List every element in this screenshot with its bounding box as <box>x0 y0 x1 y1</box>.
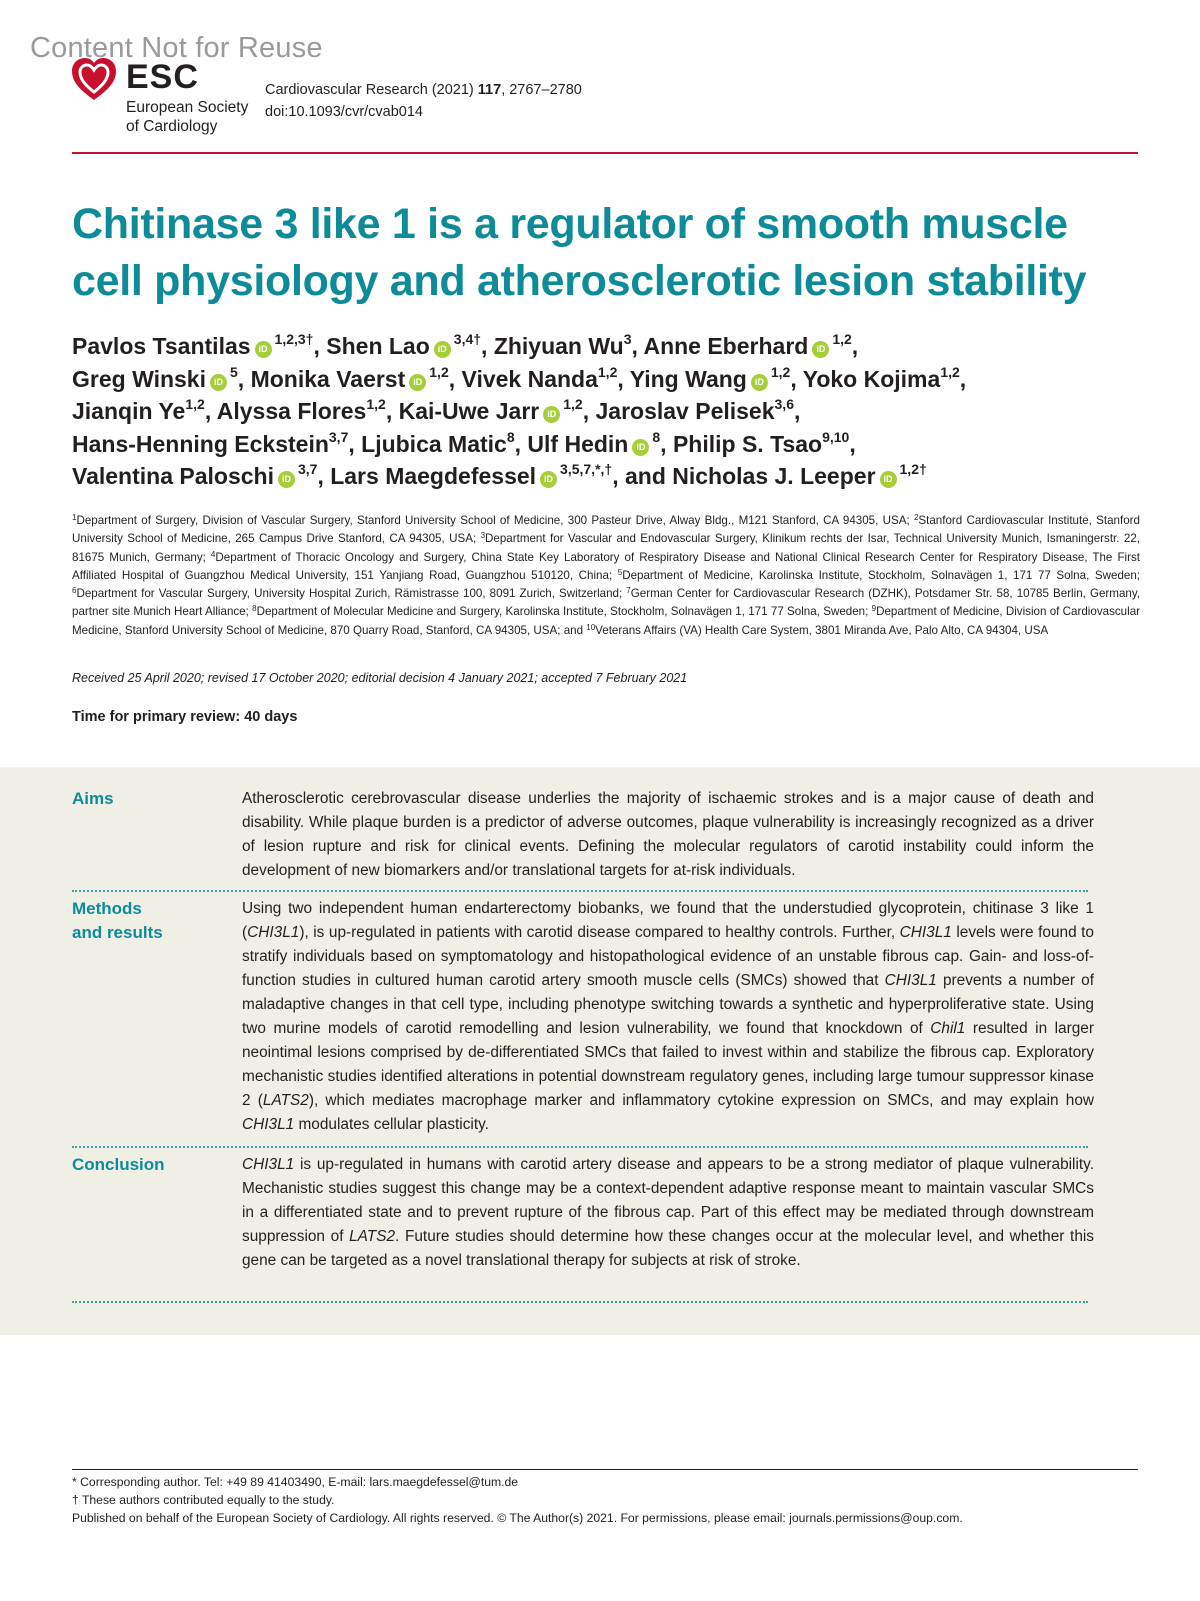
author-name: Kai-Uwe Jarr <box>398 398 540 424</box>
corresponding-author-note: * Corresponding author. Tel: +49 89 41403490, E-mail: lars.maegdefessel@tum.de <box>72 1475 519 1489</box>
author-name: Greg Winski <box>72 365 206 392</box>
gene-name: LATS2 <box>349 1228 396 1245</box>
logo-line-2: of Cardiology <box>126 118 218 135</box>
structured-abstract <box>0 767 1200 1335</box>
orcid-icon[interactable]: iD <box>751 374 768 391</box>
author-name: Ulf Hedin <box>527 430 629 457</box>
affiliation-text: German Center for Cardiovascular Research (DZHK), Potsdamer Str. 58, 10785 Berlin, Germany, partner site Munich Heart Alliance; <box>72 587 1140 619</box>
author-name: Alyssa Flores <box>216 398 367 424</box>
orcid-icon[interactable]: iD <box>880 471 897 488</box>
doi-link[interactable]: doi:10.1093/cvr/cvab014 <box>265 104 423 120</box>
author-name: Pavlos Tsantilas <box>72 333 251 359</box>
publisher-note: Published on behalf of the European Society of Cardiology. All rights reserved. © The Author(s) 2021. For permissions, please email: journals.permissions@oup.com. <box>72 1511 963 1525</box>
author-affiliation-marks: 1,2 <box>832 331 852 347</box>
author-name: Hans-Henning Eckstein <box>72 430 329 457</box>
affiliation-number: 9 <box>871 604 877 614</box>
author-name: Nicholas J. Leeper <box>672 463 876 489</box>
author-name: Philip S. Tsao <box>672 430 823 457</box>
affiliation-text: Department of Thoracic Oncology and Surgery, China State Key Laboratory of Respiratory Disease and National Clinical Research Center for Respiratory Disease, The First Affiliated Hospital of Guangzhou Medical University, 151 Yanjiang Road, Guangzhou 510120, China; <box>72 550 1140 582</box>
author-affiliation-marks: 9,10 <box>822 428 850 445</box>
author-affiliation-marks: 1,2 <box>366 396 386 412</box>
author-affiliation-marks: 1,2,3† <box>274 331 314 347</box>
affiliation-text: Department for Vascular and Endovascular Surgery, Klinikum rechts der Isar, Technical University Munich, Ismaningerstr. 22, 81675 Munich, Germany; <box>72 532 1140 564</box>
author-affiliation-marks: 8 <box>506 428 515 445</box>
author-affiliation-marks: 1,2 <box>940 363 960 380</box>
orcid-icon[interactable]: iD <box>540 471 557 488</box>
author-name: Valentina Paloschi <box>72 463 274 489</box>
orcid-icon[interactable]: iD <box>632 439 649 456</box>
orcid-icon[interactable]: iD <box>434 341 451 358</box>
affiliations <box>72 512 1140 640</box>
author-name: Jianqin Ye <box>72 398 186 424</box>
author-name: Yoko Kojima <box>802 365 941 392</box>
aims-text: Atherosclerotic cerebrovascular disease underlies the majority of ischaemic strokes and is a major cause of death and disability. While plaque burden is a predictor of adverse outcomes, plaque vulnerability is increasingly recognized as a driver of lesion rupture and risk for clinical events. Defining the molecular regulators of carotid instability could inform the development of new biomarkers and/or translational targets for at-risk individuals. <box>242 790 1094 879</box>
footnotes <box>72 1473 1138 1527</box>
title-line-1: Chitinase 3 like 1 is a regulator of smooth muscle <box>72 200 1068 248</box>
header-divider <box>72 152 1138 154</box>
author-affiliation-marks: 3,6 <box>774 396 794 412</box>
journal-pages: , 2767–2780 <box>501 82 582 98</box>
orcid-icon[interactable]: iD <box>210 374 227 391</box>
affiliation-text: Department of Molecular Medicine and Surgery, Karolinska Institute, Stockholm, Solnavägen 1, 171 77 Solna, Sweden; <box>256 605 872 619</box>
logo-society-name <box>126 98 266 136</box>
orcid-icon[interactable]: iD <box>812 341 829 358</box>
author-affiliation-marks: 3,4† <box>453 331 482 347</box>
journal-name: Cardiovascular Research (2021) <box>265 82 474 98</box>
abstract-divider <box>72 890 1088 892</box>
methods-label-line-1: Methods <box>72 899 142 918</box>
equal-contribution-note: † These authors contributed equally to the study. <box>72 1493 335 1507</box>
abstract-divider <box>72 1301 1088 1303</box>
author-affiliation-marks: 5 <box>230 363 238 380</box>
watermark: Content Not for Reuse <box>30 32 323 64</box>
orcid-icon[interactable]: iD <box>543 406 560 423</box>
author-name: Jaroslav Pelisek <box>595 398 775 424</box>
affiliation-text: Department of Medicine, Division of Cardiovascular Medicine, Stanford University School of Medicine, 870 Quarry Road, Stanford, CA 94305, USA; and <box>72 605 1140 637</box>
review-time: Time for primary review: 40 days <box>72 709 298 725</box>
logo-line-1: European Society <box>126 99 249 116</box>
journal-citation <box>265 79 582 123</box>
affiliation-number: 6 <box>72 586 77 596</box>
gene-name: CHI3L1 <box>247 924 300 941</box>
footnote-divider <box>72 1469 1138 1470</box>
orcid-icon[interactable]: iD <box>409 374 426 391</box>
received-dates: Received 25 April 2020; revised 17 October 2020; editorial decision 4 January 2021; accepted 7 February 2021 <box>72 671 688 685</box>
author-affiliation-marks: 3,7 <box>328 428 349 445</box>
author-name: Zhiyuan Wu <box>493 333 624 359</box>
author-affiliation-marks: 3,5,7,*,† <box>560 461 613 477</box>
orcid-icon[interactable]: iD <box>278 471 295 488</box>
affiliation-text: Department for Vascular Surgery, University Hospital Zurich, Rämistrasse 100, 8091 Zurich, Switzerland; <box>76 587 627 601</box>
author-name: Monika Vaerst <box>250 365 406 392</box>
affiliation-number: 1 <box>72 513 77 522</box>
gene-name: CHI3L1 <box>242 1156 295 1173</box>
abstract-divider <box>72 1146 1088 1148</box>
gene-name: Chil1 <box>930 1020 966 1037</box>
author-name: Ljubica Matic <box>361 430 507 457</box>
methods-text: Using two independent human endarterectomy biobanks, we found that the understudied glycoprotein, chitinase 3 like 1 (CHI3L1), is up-regulated in patients with carotid disease compared to healthy controls. Further, CHI3L1 levels were found to stratify individuals based on symptomatology and histopathological evidence of an unstable fibrous cap. Gain- and loss-of-function studies in cultured human carotid artery smooth muscle cells (SMCs) showed that CHI3L1 prevents a number of maladaptive changes in that cell type, including phenotype switching towards a synthetic and hyperproliferative state. Using two murine models of carotid remodelling and lesion vulnerability, we found that knockdown of Chil1 resulted in larger neointimal lesions comprised by de-differentiated SMCs that failed to invest within and stabilize the fibrous cap. Exploratory mechanistic studies identified alterations in potential downstream regulatory genes, including large tumour suppressor kinase 2 (LATS2), which mediates macrophage marker and inflammatory cytokine expression on SMCs, and may explain how CHI3L1 modulates cellular plasticity. <box>242 900 1094 1133</box>
author-affiliation-marks: 1,2 <box>185 396 205 412</box>
author-name: Anne Eberhard <box>643 333 809 359</box>
aims-label: Aims <box>72 789 114 808</box>
logo-abbreviation: ESC <box>126 58 199 96</box>
author-affiliation-marks: 3 <box>623 331 632 347</box>
author-name: Shen Lao <box>326 333 430 359</box>
author-affiliation-marks: 1,2 <box>563 396 583 412</box>
author-affiliation-marks: 3,7 <box>297 461 318 477</box>
author-affiliation-marks: 1,2 <box>770 363 791 380</box>
affiliation-number: 3 <box>480 531 486 541</box>
conclusion-label: Conclusion <box>72 1155 165 1174</box>
journal-volume: 117 <box>477 82 502 98</box>
orcid-icon[interactable]: iD <box>255 341 272 358</box>
affiliation-number: 8 <box>252 604 257 614</box>
affiliation-number: 2 <box>913 513 919 522</box>
methods-label <box>72 897 222 945</box>
author-name: Ying Wang <box>629 365 747 392</box>
affiliation-number: 5 <box>617 567 623 577</box>
affiliation-text: Department of Medicine, Karolinska Institute, Stockholm, Solnavägen 1, 171 77 Solna, Sweden; <box>622 568 1141 582</box>
author-affiliation-marks: 1,2 <box>597 363 618 380</box>
author-name: Lars Maegdefessel <box>330 463 537 489</box>
gene-name: CHI3L1 <box>899 924 952 941</box>
affiliation-number: 7 <box>626 586 631 596</box>
article-title <box>72 196 1152 310</box>
author-name: Vivek Nanda <box>461 365 598 392</box>
conclusion-text: CHI3L1 is up-regulated in humans with carotid artery disease and appears to be a strong mediator of plaque vulnerability. Mechanistic studies suggest this change may be a context-dependent adaptive response meant to maintain vascular SMCs in a differentiated state and to prevent rupture of the fibrous cap. Part of this effect may be mediated through downstream suppression of LATS2. Future studies should determine how these changes occur at the molecular level, and whether this gene can be targeted as a novel translational therapy for subjects at risk of stroke. <box>242 1156 1094 1269</box>
methods-label-line-2: and results <box>72 923 163 942</box>
gene-name: CHI3L1 <box>242 1116 295 1133</box>
title-line-2: cell physiology and atherosclerotic lesion stability <box>72 257 1087 305</box>
author-list: Pavlos Tsantilas $iD^{1,2,3\dagger}$, Shen Lao $iD^{3,4\dagger}$, Zhiyuan Wu$^3$, Anne Eberhard iD$^{1,2}$, Greg Winski $iD^5$, Monika Vaerst iD$^{1,2}$, Vivek Nanda$^{1,2}$, Ying Wang iD$^{1,2}$, Yoko Kojima$^{1,2}$, Jianqin Ye$^{1,2}$, Alyssa Flores$^{1,2}$, Kai-Uwe Jarr iD$^{1,2}$, Jaroslav Pelisek$^{3,6}$, Hans-Henning Eckstein$^{3,7}$, Ljubica Matic$^8$, Ulf Hedin $iD^8$, Philip S. Tsao$^{9,10}$, Valentina Paloschi iD$^{3,7}$, Lars Maegdefessel $iD^{3,5,7,*,\dagger}$, and Nicholas J. Leeper $iD^{1,2\dagger}$ <box>72 331 967 489</box>
affiliation-text: Veterans Affairs (VA) Health Care System, 3801 Miranda Ave, Palo Alto, CA 94304, USA <box>595 623 1049 637</box>
gene-name: LATS2 <box>262 1092 309 1109</box>
affiliation-text: Stanford Cardiovascular Institute, Stanford University School of Medicine, 265 Campus Drive Stanford, CA 94305, USA; <box>72 514 1140 546</box>
esc-logo[interactable] <box>70 56 260 136</box>
affiliation-text: Department of Surgery, Division of Vascular Surgery, Stanford University School of Medicine, 300 Pasteur Drive, Alway Bldg., M121 Stanford, CA 94305, USA; <box>76 514 914 527</box>
gene-name: CHI3L1 <box>884 972 937 989</box>
affiliation-number: 10 <box>586 622 596 632</box>
citation-line <box>265 79 582 101</box>
author-affiliation-marks: 8 <box>652 428 661 445</box>
author-affiliation-marks: 1,2 <box>429 363 449 380</box>
author-affiliation-marks: 1,2† <box>899 461 927 477</box>
affiliation-number: 4 <box>210 549 216 559</box>
